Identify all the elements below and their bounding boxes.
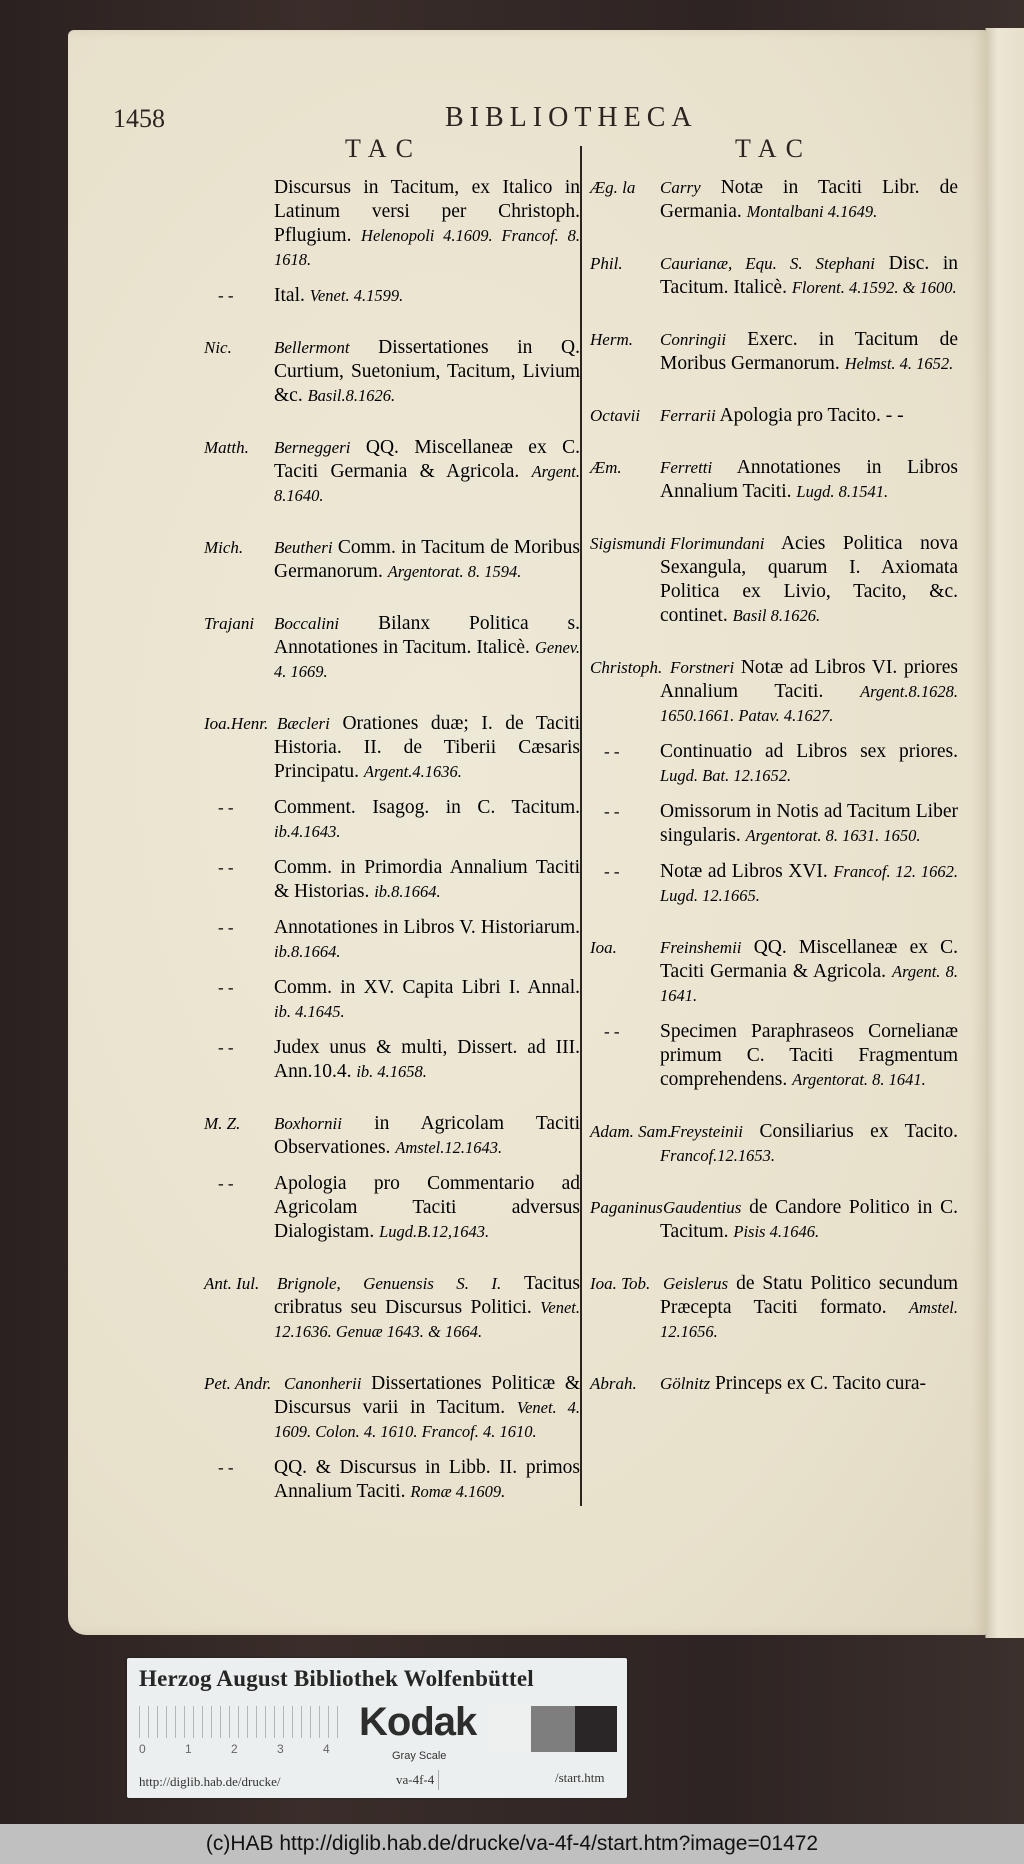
imprint: Argent. 8.1640. (274, 462, 581, 505)
ruler-tick: 3 (277, 1742, 284, 1756)
ditto-mark: - - (218, 858, 234, 877)
ruler-scale (139, 1706, 339, 1738)
author-surname: Forstneri (670, 658, 735, 677)
catalog-entry (204, 796, 580, 844)
catalog-entry (204, 916, 580, 964)
imprint: Argentorat. 8. 1631. 1650. (745, 826, 921, 845)
catalog-entry (590, 936, 958, 1008)
entry-body (274, 336, 580, 408)
imprint: Argentorat. 8. 1594. (387, 562, 522, 581)
catalog-entry (590, 1372, 958, 1396)
imprint: Argentorat. 8. 1641. (792, 1070, 926, 1089)
ruler-tick: 4 (323, 1742, 330, 1756)
entry-body (660, 860, 958, 908)
left-column-head: TAC (345, 134, 422, 163)
entry-body (660, 1196, 958, 1244)
imprint: Romæ 4.1609. (410, 1482, 506, 1501)
entry-body (660, 532, 958, 628)
entry-body (660, 800, 958, 848)
catalog-entry (590, 252, 958, 300)
catalog-entry (590, 860, 958, 908)
gray-scale-label: Gray Scale (392, 1750, 447, 1762)
imprint: Basil 8.1626. (732, 606, 821, 625)
imprint: Venet. 4.1599. (309, 286, 404, 305)
imprint: Basil.8.1626. (307, 386, 396, 405)
author-surname: Conringii (660, 330, 727, 349)
title-text: QQ. Miscellaneæ ex C. Taciti Germania & Agricola. (660, 937, 959, 982)
entry-body (660, 328, 958, 376)
entry-body (660, 1120, 958, 1168)
institution-name: Herzog August Bibliothek Wolfenbüttel (139, 1666, 534, 1691)
entry-body (274, 856, 580, 904)
entry-body (274, 712, 580, 784)
entry-body (274, 1456, 580, 1504)
catalog-entry (204, 284, 580, 308)
title-text: Annotationes in Libros Annalium Taciti. (660, 457, 958, 502)
ditto-mark: - - (218, 798, 234, 817)
catalog-entry (204, 612, 580, 684)
entry-body (660, 1372, 958, 1396)
imprint: Lugd. Bat. 12.1652. (660, 766, 792, 785)
title-text: de Candore Politico in C. Tacitum. (660, 1197, 959, 1242)
author-forename: Phil. (590, 254, 623, 273)
left-column (204, 176, 580, 1532)
author-forename: Herm. (590, 330, 633, 349)
entry-body (274, 1112, 580, 1160)
catalog-entry (204, 536, 580, 584)
entry-body (274, 612, 580, 684)
title-text: Comment. Isagog. in C. Tacitum. (274, 797, 580, 818)
title-text: Comm. in XV. Capita Libri I. Annal. (274, 977, 580, 998)
title-text: Comm. in Tacitum de Moribus Germanorum. (274, 537, 580, 582)
author-forename: Trajani (204, 614, 255, 633)
catalog-entry (590, 1272, 958, 1344)
catalog-entry (204, 856, 580, 904)
entry-body (274, 1272, 580, 1344)
catalog-entry (590, 1120, 958, 1168)
title-text: Disc. in Tacitum. Italicè. (660, 253, 958, 298)
title-text: Dissertationes in Q. Curtium, Suetonium, Tacitum, Livium &c. (274, 337, 581, 406)
shelfmark: va-4f-4 (392, 1770, 439, 1790)
catalog-entry (204, 176, 580, 272)
kodak-logo: Kodak (359, 1700, 477, 1744)
entry-body (660, 1020, 958, 1092)
author-surname: Carry (660, 178, 701, 197)
imprint: ib.4.1643. (274, 822, 341, 841)
imprint: Helenopoli 4.1609. Francof. 8. 1618. (274, 226, 580, 269)
catalog-entry (204, 436, 580, 508)
entry-body (274, 284, 580, 308)
entry-body (274, 536, 580, 584)
imprint: Venet. 4. 1609. Colon. 4. 1610. Francof. 4. 1610. (274, 1398, 581, 1441)
catalog-entry (590, 740, 958, 788)
author-forename: Adam. Sam. (590, 1122, 672, 1141)
imprint: Genev. 4. 1669. (274, 638, 581, 681)
title-text: Judex unus & multi, Dissert. ad III. Ann.10.4. (274, 1037, 580, 1082)
ruler-tick: 2 (231, 1742, 238, 1756)
author-forename: Octavii (590, 406, 641, 425)
author-surname: Canonherii (284, 1374, 362, 1393)
url-suffix: /start.htm (555, 1770, 605, 1785)
title-text: Tacitus cribratus seu Discursus Politici. (274, 1273, 580, 1318)
imprint: Francof.12.1653. (660, 1146, 776, 1165)
catalog-entry (204, 1172, 580, 1244)
catalog-entry (204, 1112, 580, 1160)
title-text: Discursus in Tacitum, ex Italico in Latinum versi per Christoph. Pflugium. (274, 177, 580, 246)
title-text: Dissertationes Politicæ & Discursus varii in Tacitum. (274, 1373, 580, 1418)
catalog-entry (590, 800, 958, 848)
color-calibration-card (127, 1658, 627, 1798)
imprint: ib.8.1664. (274, 942, 341, 961)
author-forename: Christoph. (590, 658, 663, 677)
catalog-entry (590, 176, 958, 224)
imprint: Amstel.12.1643. (395, 1138, 503, 1157)
author-surname: Boccalini (274, 614, 340, 633)
white-swatch (489, 1706, 531, 1752)
author-surname: Ferrarii (660, 406, 716, 425)
catalog-entry (590, 656, 958, 728)
right-column-head: TAC (735, 134, 812, 163)
title-text: Princeps ex C. Tacito cura- (714, 1373, 927, 1394)
title-text: in Agricolam Taciti Observationes. (274, 1113, 580, 1158)
author-surname: Brignole, Genuensis S. I. (277, 1274, 502, 1293)
author-surname: Boxhornii (274, 1114, 342, 1133)
author-surname: Freysteinii (670, 1122, 744, 1141)
page-number: 1458 (113, 104, 165, 133)
catalog-entry (204, 1272, 580, 1344)
author-surname: Geislerus (663, 1274, 729, 1293)
entry-body (274, 1372, 580, 1444)
imprint: Venet. 12.1636. Genuæ 1643. & 1664. (274, 1298, 581, 1341)
title-text: de Statu Politico secundum Præcepta Taciti formato. (660, 1273, 959, 1318)
title-text: Orationes duæ; I. de Taciti Historia. II. de Tiberii Cæsaris Principatu. (274, 713, 580, 782)
ditto-mark: - - (218, 286, 234, 305)
entry-body (274, 916, 580, 964)
entry-body (660, 456, 958, 504)
author-forename: Mich. (204, 538, 244, 557)
catalog-entry (590, 328, 958, 376)
author-surname: Beutheri (274, 538, 333, 557)
title-text: QQ. Miscellaneæ ex C. Taciti Germania & Agricola. (274, 437, 580, 482)
author-forename: Nic. (204, 338, 232, 357)
author-forename: Paganinus (590, 1198, 663, 1217)
author-forename: Matth. (204, 438, 249, 457)
imprint: ib.8.1664. (374, 882, 441, 901)
author-forename: Ioa. Tob. (590, 1274, 651, 1293)
entry-body (660, 936, 958, 1008)
title-text: Consiliarius ex Tacito. (759, 1121, 958, 1142)
entry-body (274, 796, 580, 844)
author-surname: Bellermont (274, 338, 350, 357)
entry-body (660, 404, 958, 428)
author-forename: Sigismundi (590, 534, 666, 553)
author-forename: M. Z. (204, 1114, 241, 1133)
author-surname: Florimundani (670, 534, 765, 553)
imprint: Lugd.B.12,1643. (379, 1222, 490, 1241)
imprint: ib. 4.1645. (274, 1002, 345, 1021)
ruler-tick-labels (139, 1742, 349, 1758)
catalog-entry (590, 1020, 958, 1092)
author-surname: Berneggeri (274, 438, 351, 457)
title-text: Notæ ad Libros XVI. (660, 861, 828, 882)
imprint: Florent. 4.1592. & 1600. (791, 278, 957, 297)
catalog-entry (590, 404, 958, 428)
title-text: Annotationes in Libros V. Historiarum. (274, 917, 580, 938)
url-base: http://diglib.hab.de/drucke/ (139, 1774, 281, 1789)
author-surname: Caurianæ, Equ. S. Stephani (660, 254, 876, 273)
imprint: Amstel. 12.1656. (660, 1298, 959, 1341)
entry-body (660, 740, 958, 788)
ditto-mark: - - (218, 1174, 234, 1193)
title-text: Notæ ad Libros VI. priores Annalium Taciti. (660, 657, 958, 702)
catalog-entry (204, 1036, 580, 1084)
imprint: Argent. 8. 1641. (660, 962, 958, 1005)
entry-body (274, 1172, 580, 1244)
entry-body (274, 1036, 580, 1084)
title-text: Specimen Paraphraseos Cornelianæ primum C. Taciti Fragmentum comprehendens. (660, 1021, 958, 1090)
title-text: Comm. in Primordia Annalium Taciti & Historias. (274, 857, 580, 902)
author-forename: Ioa. (590, 938, 617, 957)
title-text: Exerc. in Tacitum de Moribus Germanorum. (660, 329, 958, 374)
author-surname: Gaudentius (663, 1198, 742, 1217)
catalog-entry (590, 456, 958, 504)
column-divider (580, 146, 582, 1506)
author-forename: Ioa.Henr. (204, 714, 269, 733)
ditto-mark: - - (604, 862, 620, 881)
ditto-mark: - - (218, 978, 234, 997)
ditto-mark: - - (604, 1022, 620, 1041)
catalog-entry (204, 1372, 580, 1444)
catalog-entry (204, 712, 580, 784)
title-text: Notæ in Taciti Libr. de Germania. (660, 177, 959, 222)
author-forename: Æg. la (590, 178, 636, 197)
imprint: Helmst. 4. 1652. (844, 354, 954, 373)
imprint: Lugd. 8.1541. (796, 482, 889, 501)
author-forename: Abrah. (590, 1374, 637, 1393)
entry-body (660, 1272, 958, 1344)
author-forename: Ant. Iul. (204, 1274, 260, 1293)
ruler-tick: 1 (185, 1742, 192, 1756)
author-forename: Pet. Andr. (204, 1374, 272, 1393)
imprint: Pisis 4.1646. (733, 1222, 820, 1241)
entry-body (660, 252, 958, 300)
catalog-entry (204, 336, 580, 408)
entry-body (274, 976, 580, 1024)
right-column (590, 176, 958, 1424)
imprint: Argent.4.1636. (363, 762, 462, 781)
title-text: QQ. & Discursus in Libb. II. primos Annalium Taciti. (274, 1457, 580, 1502)
author-surname: Ferretti (660, 458, 713, 477)
title-text: Ital. (274, 285, 305, 306)
entry-body (274, 176, 580, 272)
entry-body (660, 176, 958, 224)
author-surname: Freinshemii (660, 938, 742, 957)
ditto-mark: - - (604, 742, 620, 761)
entry-body (274, 436, 580, 508)
ruler-tick: 0 (139, 1742, 146, 1756)
catalog-entry (204, 1456, 580, 1504)
imprint: ib. 4.1658. (356, 1062, 427, 1081)
imprint: Montalbani 4.1649. (746, 202, 878, 221)
catalog-entry (204, 976, 580, 1024)
catalog-entry (590, 1196, 958, 1244)
imprint: Argent.8.1628. 1650.1661. Patav. 4.1627. (660, 682, 958, 725)
title-text: Continuatio ad Libros sex priores. (660, 741, 958, 762)
gray-swatch (531, 1706, 575, 1752)
ditto-mark: - - (218, 1038, 234, 1057)
author-surname: Gölnitz (660, 1374, 711, 1393)
title-text: Omissorum in Notis ad Tacitum Liber singularis. (660, 801, 958, 846)
running-head: BIBLIOTHECA (445, 102, 698, 133)
facing-page-edge (985, 28, 1024, 1638)
ditto-mark: - - (218, 918, 234, 937)
catalog-entry (590, 532, 958, 628)
title-text: Apologia pro Tacito. - - (719, 405, 904, 426)
title-text: Bilanx Politica s. Annotationes in Tacitum. Italicè. (274, 613, 580, 658)
entry-body (660, 656, 958, 728)
ditto-mark: - - (218, 1458, 234, 1477)
imprint: Francof. 12. 1662. Lugd. 12.1665. (660, 862, 958, 905)
title-text: Acies Politica nova Sexangula, quarum I. Axiomata Politica ex Livio, Tacito, &c. continet. (660, 533, 958, 626)
black-swatch (575, 1706, 617, 1752)
title-text: Apologia pro Commentario ad Agricolam Taciti adversus Dialogistam. (274, 1173, 580, 1242)
copyright-caption: (c)HAB http://diglib.hab.de/drucke/va-4f-4/start.htm?image=01472 (0, 1824, 1024, 1864)
ditto-mark: - - (604, 802, 620, 821)
author-surname: Bæcleri (277, 714, 330, 733)
author-forename: Æm. (590, 458, 622, 477)
